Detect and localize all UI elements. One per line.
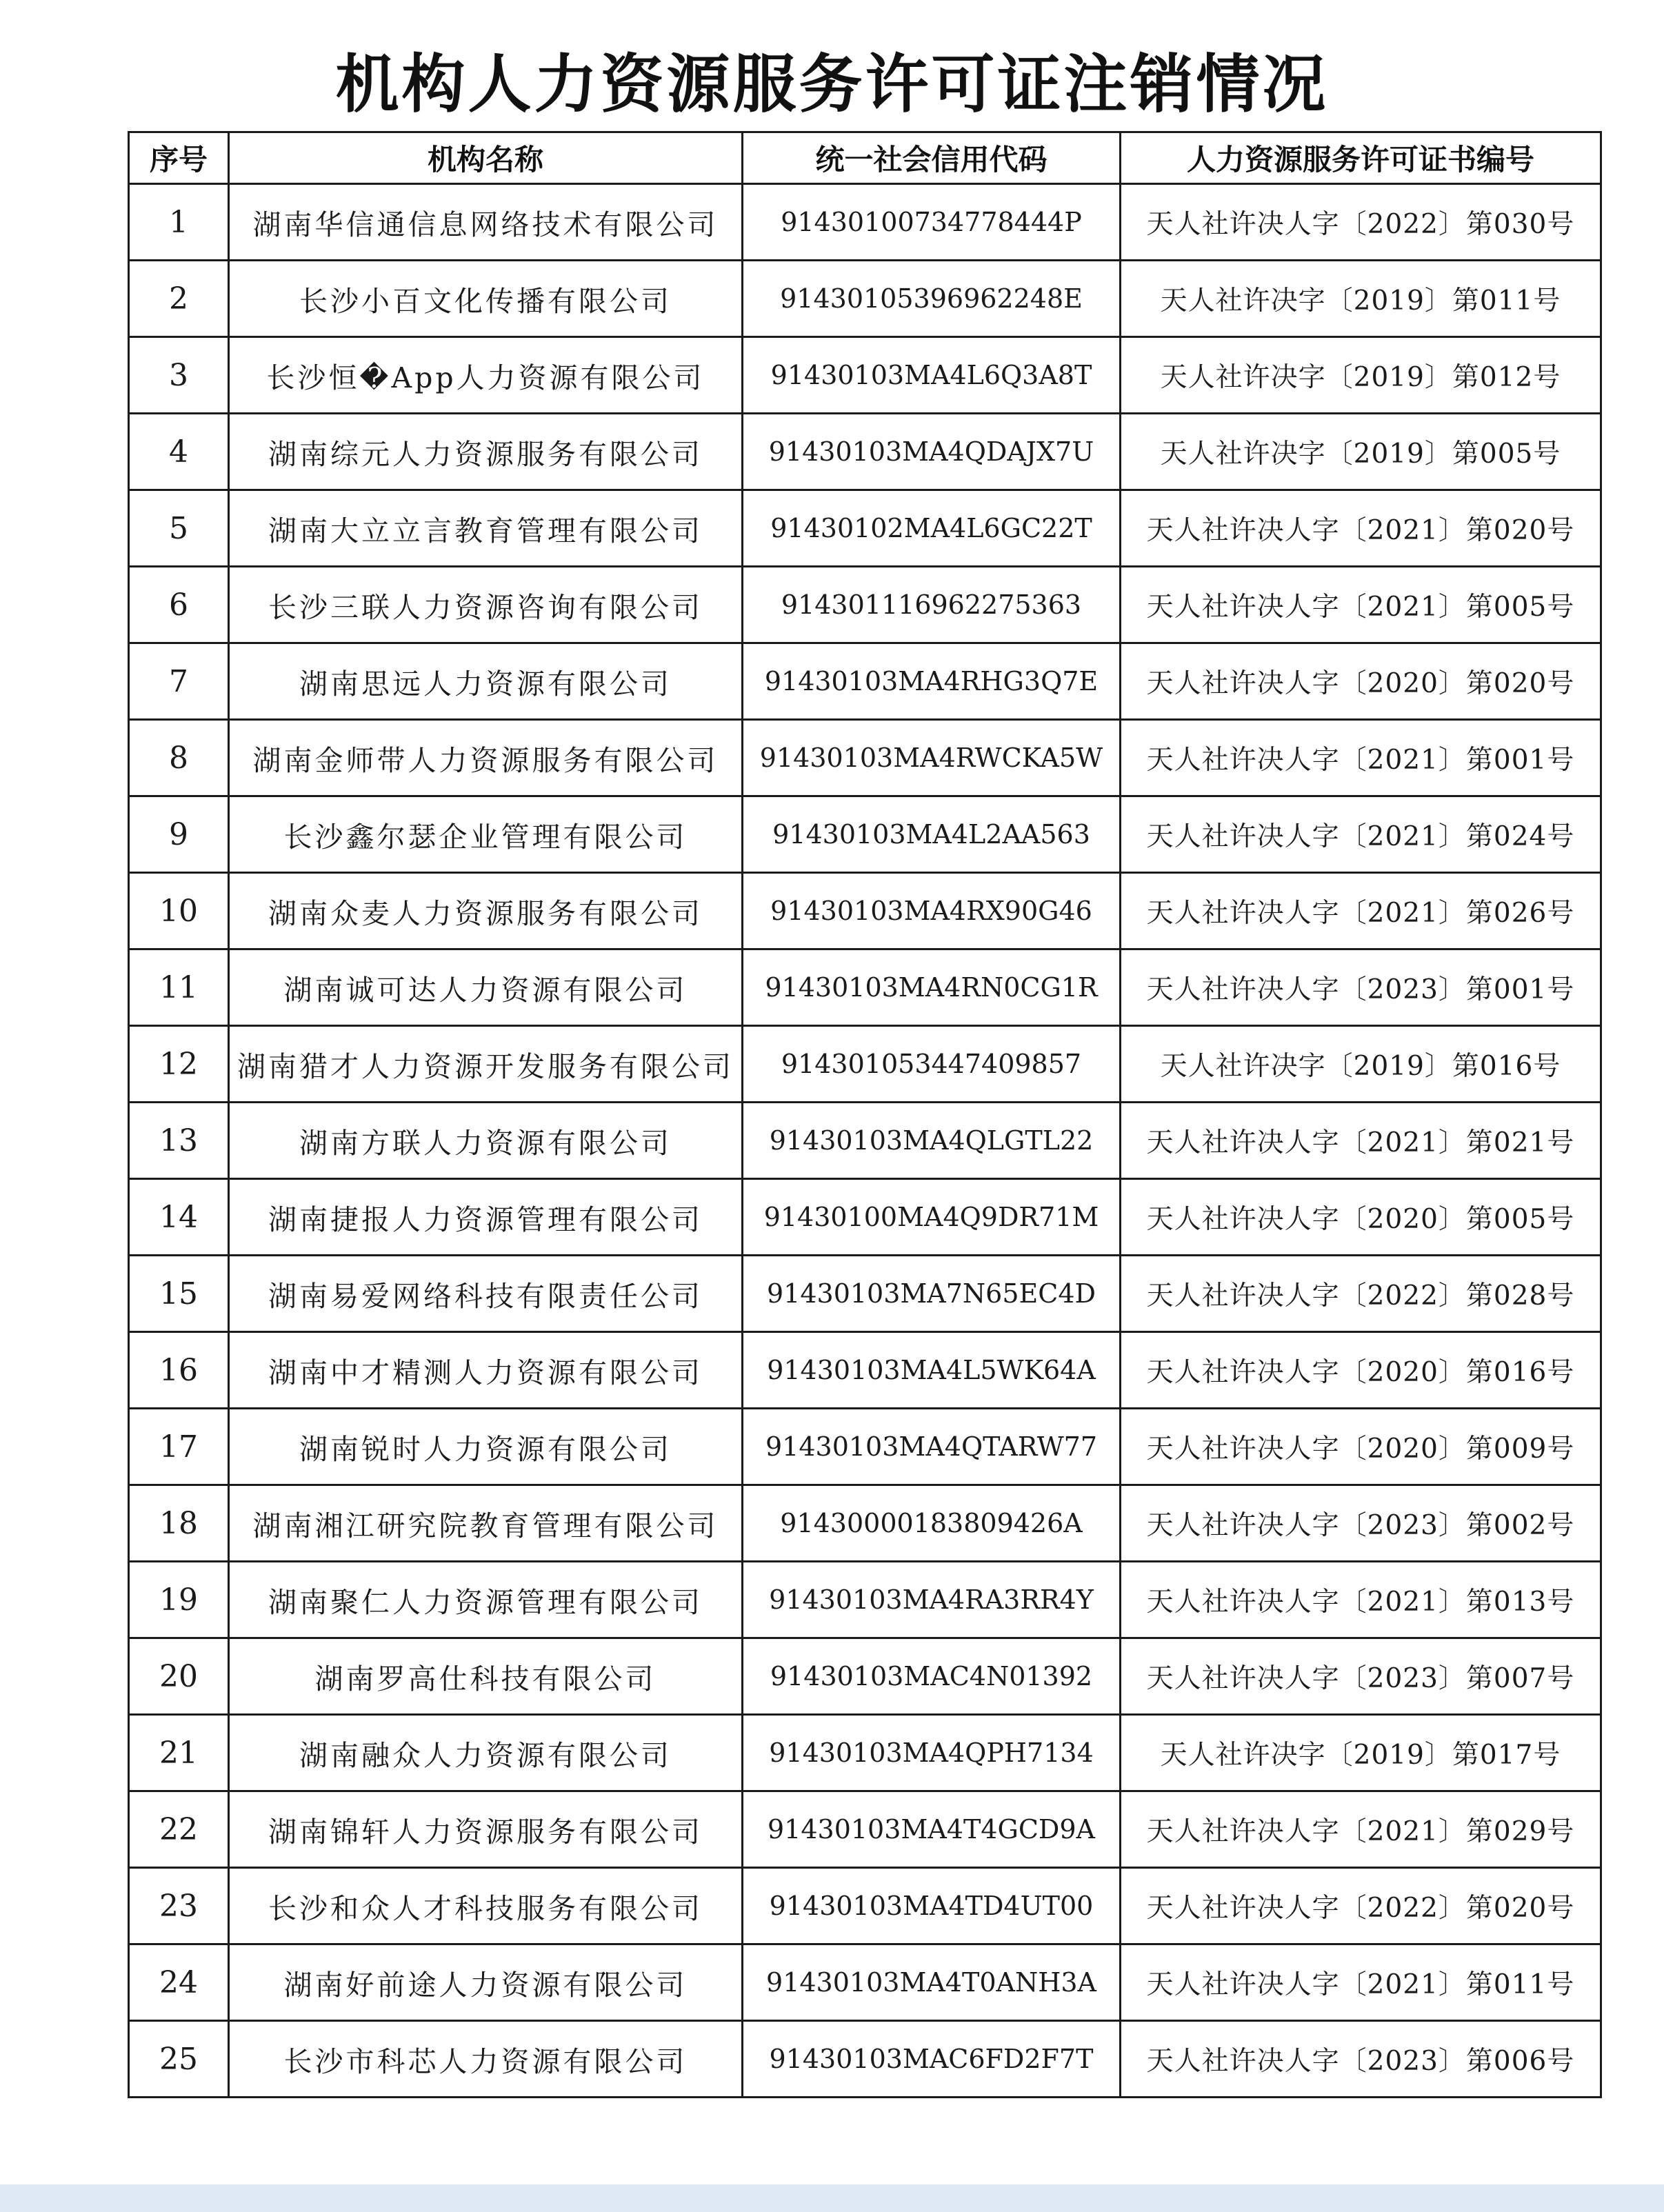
license-cancellation-table xyxy=(128,131,1602,2098)
page-bottom-edge xyxy=(0,2184,1664,2212)
license-number-cell: 天人社许决字〔2019〕第012号 xyxy=(1121,337,1601,414)
org-name-cell: 湖南湘江研究院教育管理有限公司 xyxy=(229,1485,743,1562)
license-number-cell: 天人社许决人字〔2022〕第020号 xyxy=(1121,1868,1601,1944)
credit-code-cell: 91430103MA4RA3RR4Y xyxy=(743,1562,1121,1638)
org-name-cell: 湖南方联人力资源有限公司 xyxy=(229,1103,743,1179)
header-org-name: 机构名称 xyxy=(229,132,743,184)
serial-number-cell: 16 xyxy=(129,1332,229,1409)
serial-number-cell: 20 xyxy=(129,1638,229,1715)
serial-number-cell: 15 xyxy=(129,1256,229,1332)
credit-code-cell: 91430105396962248E xyxy=(743,261,1121,337)
header-credit-code: 统一社会信用代码 xyxy=(743,132,1121,184)
license-number-cell: 天人社许决人字〔2021〕第029号 xyxy=(1121,1791,1601,1868)
credit-code-cell: 91430103MA4T0ANH3A xyxy=(743,1944,1121,2021)
serial-number-cell: 14 xyxy=(129,1179,229,1256)
license-number-cell: 天人社许决人字〔2021〕第005号 xyxy=(1121,567,1601,643)
org-name-cell: 湖南中才精测人力资源有限公司 xyxy=(229,1332,743,1409)
table-row xyxy=(129,567,1601,643)
org-name-cell: 长沙市科芯人力资源有限公司 xyxy=(229,2021,743,2098)
credit-code-cell: 91430103MA4RHG3Q7E xyxy=(743,643,1121,720)
credit-code-cell: 91430102MA4L6GC22T xyxy=(743,490,1121,567)
license-number-cell: 天人社许决人字〔2022〕第028号 xyxy=(1121,1256,1601,1332)
serial-number-cell: 9 xyxy=(129,796,229,873)
serial-number-cell: 12 xyxy=(129,1026,229,1103)
credit-code-cell: 91430103MA4T4GCD9A xyxy=(743,1791,1121,1868)
org-name-cell: 湖南锐时人力资源有限公司 xyxy=(229,1409,743,1485)
table-row xyxy=(129,1944,1601,2021)
credit-code-cell: 91430103MA7N65EC4D xyxy=(743,1256,1121,1332)
license-number-cell: 天人社许决人字〔2022〕第030号 xyxy=(1121,184,1601,261)
serial-number-cell: 6 xyxy=(129,567,229,643)
serial-number-cell: 4 xyxy=(129,414,229,490)
table-row xyxy=(129,1715,1601,1791)
serial-number-cell: 21 xyxy=(129,1715,229,1791)
credit-code-cell: 914301053447409857 xyxy=(743,1026,1121,1103)
serial-number-cell: 8 xyxy=(129,720,229,796)
credit-code-cell: 91430103MAC4N01392 xyxy=(743,1638,1121,1715)
license-number-cell: 天人社许决字〔2019〕第011号 xyxy=(1121,261,1601,337)
org-name-cell: 湖南思远人力资源有限公司 xyxy=(229,643,743,720)
credit-code-cell: 91430000183809426A xyxy=(743,1485,1121,1562)
table-row xyxy=(129,1409,1601,1485)
table-row xyxy=(129,643,1601,720)
serial-number-cell: 1 xyxy=(129,184,229,261)
org-name-cell: 长沙鑫尔瑟企业管理有限公司 xyxy=(229,796,743,873)
org-name-cell: 湖南易爱网络科技有限责任公司 xyxy=(229,1256,743,1332)
serial-number-cell: 17 xyxy=(129,1409,229,1485)
credit-code-cell: 91430103MAC6FD2F7T xyxy=(743,2021,1121,2098)
license-number-cell: 天人社许决人字〔2023〕第007号 xyxy=(1121,1638,1601,1715)
page-title: 机构人力资源服务许可证注销情况 xyxy=(335,48,1329,121)
serial-number-cell: 18 xyxy=(129,1485,229,1562)
serial-number-cell: 7 xyxy=(129,643,229,720)
org-name-cell: 湖南捷报人力资源管理有限公司 xyxy=(229,1179,743,1256)
table-row xyxy=(129,1256,1601,1332)
serial-number-cell: 3 xyxy=(129,337,229,414)
org-name-cell: 湖南综元人力资源服务有限公司 xyxy=(229,414,743,490)
org-name-cell: 湖南大立立言教育管理有限公司 xyxy=(229,490,743,567)
license-number-cell: 天人社许决字〔2019〕第016号 xyxy=(1121,1026,1601,1103)
org-name-cell: 湖南锦轩人力资源服务有限公司 xyxy=(229,1791,743,1868)
credit-code-cell: 91430103MA4QLGTL22 xyxy=(743,1103,1121,1179)
serial-number-cell: 19 xyxy=(129,1562,229,1638)
org-name-cell: 湖南好前途人力资源有限公司 xyxy=(229,1944,743,2021)
org-name-cell: 湖南猎才人力资源开发服务有限公司 xyxy=(229,1026,743,1103)
license-number-cell: 天人社许决人字〔2023〕第002号 xyxy=(1121,1485,1601,1562)
org-name-cell: 湖南众麦人力资源服务有限公司 xyxy=(229,873,743,949)
credit-code-cell: 91430103MA4QPH7134 xyxy=(743,1715,1121,1791)
license-number-cell: 天人社许决人字〔2021〕第001号 xyxy=(1121,720,1601,796)
credit-code-cell: 91430103MA4L6Q3A8T xyxy=(743,337,1121,414)
table-header-row xyxy=(129,132,1601,184)
license-number-cell: 天人社许决人字〔2023〕第001号 xyxy=(1121,949,1601,1026)
credit-code-cell: 914301116962275363 xyxy=(743,567,1121,643)
serial-number-cell: 22 xyxy=(129,1791,229,1868)
table-row xyxy=(129,1562,1601,1638)
org-name-cell: 长沙三联人力资源咨询有限公司 xyxy=(229,567,743,643)
table-row xyxy=(129,1791,1601,1868)
credit-code-cell: 91430103MA4RX90G46 xyxy=(743,873,1121,949)
table-row xyxy=(129,873,1601,949)
credit-code-cell: 91430103MA4L2AA563 xyxy=(743,796,1121,873)
table-row xyxy=(129,1179,1601,1256)
org-name-cell: 湖南聚仁人力资源管理有限公司 xyxy=(229,1562,743,1638)
table-row xyxy=(129,337,1601,414)
org-name-cell: 长沙和众人才科技服务有限公司 xyxy=(229,1868,743,1944)
credit-code-cell: 91430103MA4L5WK64A xyxy=(743,1332,1121,1409)
license-number-cell: 天人社许决人字〔2021〕第020号 xyxy=(1121,490,1601,567)
serial-number-cell: 10 xyxy=(129,873,229,949)
table-row xyxy=(129,414,1601,490)
header-license-number: 人力资源服务许可证书编号 xyxy=(1121,132,1601,184)
table-row xyxy=(129,490,1601,567)
table-row xyxy=(129,1868,1601,1944)
table-body xyxy=(129,184,1601,2098)
serial-number-cell: 24 xyxy=(129,1944,229,2021)
license-number-cell: 天人社许决人字〔2020〕第016号 xyxy=(1121,1332,1601,1409)
credit-code-cell: 91430103MA4RWCKA5W xyxy=(743,720,1121,796)
license-number-cell: 天人社许决人字〔2021〕第024号 xyxy=(1121,796,1601,873)
org-name-cell: 湖南罗高仕科技有限公司 xyxy=(229,1638,743,1715)
serial-number-cell: 5 xyxy=(129,490,229,567)
table-row xyxy=(129,1485,1601,1562)
credit-code-cell: 91430103MA4QDAJX7U xyxy=(743,414,1121,490)
credit-code-cell: 91430103MA4TD4UT00 xyxy=(743,1868,1121,1944)
table-row xyxy=(129,2021,1601,2098)
org-name-cell: 湖南融众人力资源有限公司 xyxy=(229,1715,743,1791)
table-row xyxy=(129,1103,1601,1179)
license-number-cell: 天人社许决人字〔2021〕第021号 xyxy=(1121,1103,1601,1179)
license-number-cell: 天人社许决人字〔2020〕第005号 xyxy=(1121,1179,1601,1256)
license-number-cell: 天人社许决字〔2019〕第005号 xyxy=(1121,414,1601,490)
license-number-cell: 天人社许决人字〔2021〕第013号 xyxy=(1121,1562,1601,1638)
org-name-cell: 长沙小百文化传播有限公司 xyxy=(229,261,743,337)
header-serial-number: 序号 xyxy=(129,132,229,184)
license-number-cell: 天人社许决人字〔2021〕第011号 xyxy=(1121,1944,1601,2021)
table-row xyxy=(129,1332,1601,1409)
serial-number-cell: 11 xyxy=(129,949,229,1026)
credit-code-cell: 91430103MA4QTARW77 xyxy=(743,1409,1121,1485)
org-name-cell: 湖南诚可达人力资源有限公司 xyxy=(229,949,743,1026)
license-number-cell: 天人社许决字〔2019〕第017号 xyxy=(1121,1715,1601,1791)
table-row xyxy=(129,1026,1601,1103)
table-row xyxy=(129,1638,1601,1715)
serial-number-cell: 13 xyxy=(129,1103,229,1179)
license-number-cell: 天人社许决人字〔2023〕第006号 xyxy=(1121,2021,1601,2098)
table-row xyxy=(129,720,1601,796)
table-row xyxy=(129,949,1601,1026)
credit-code-cell: 91430100MA4Q9DR71M xyxy=(743,1179,1121,1256)
table-row xyxy=(129,184,1601,261)
serial-number-cell: 2 xyxy=(129,261,229,337)
credit-code-cell: 91430103MA4RN0CG1R xyxy=(743,949,1121,1026)
org-name-cell: 湖南金师带人力资源服务有限公司 xyxy=(229,720,743,796)
license-number-cell: 天人社许决人字〔2020〕第009号 xyxy=(1121,1409,1601,1485)
license-number-cell: 天人社许决人字〔2021〕第026号 xyxy=(1121,873,1601,949)
table-row xyxy=(129,796,1601,873)
serial-number-cell: 23 xyxy=(129,1868,229,1944)
org-name-cell: 湖南华信通信息网络技术有限公司 xyxy=(229,184,743,261)
serial-number-cell: 25 xyxy=(129,2021,229,2098)
table-row xyxy=(129,261,1601,337)
license-number-cell: 天人社许决人字〔2020〕第020号 xyxy=(1121,643,1601,720)
org-name-cell: 长沙恒�App人力资源有限公司 xyxy=(229,337,743,414)
credit-code-cell: 91430100734778444P xyxy=(743,184,1121,261)
